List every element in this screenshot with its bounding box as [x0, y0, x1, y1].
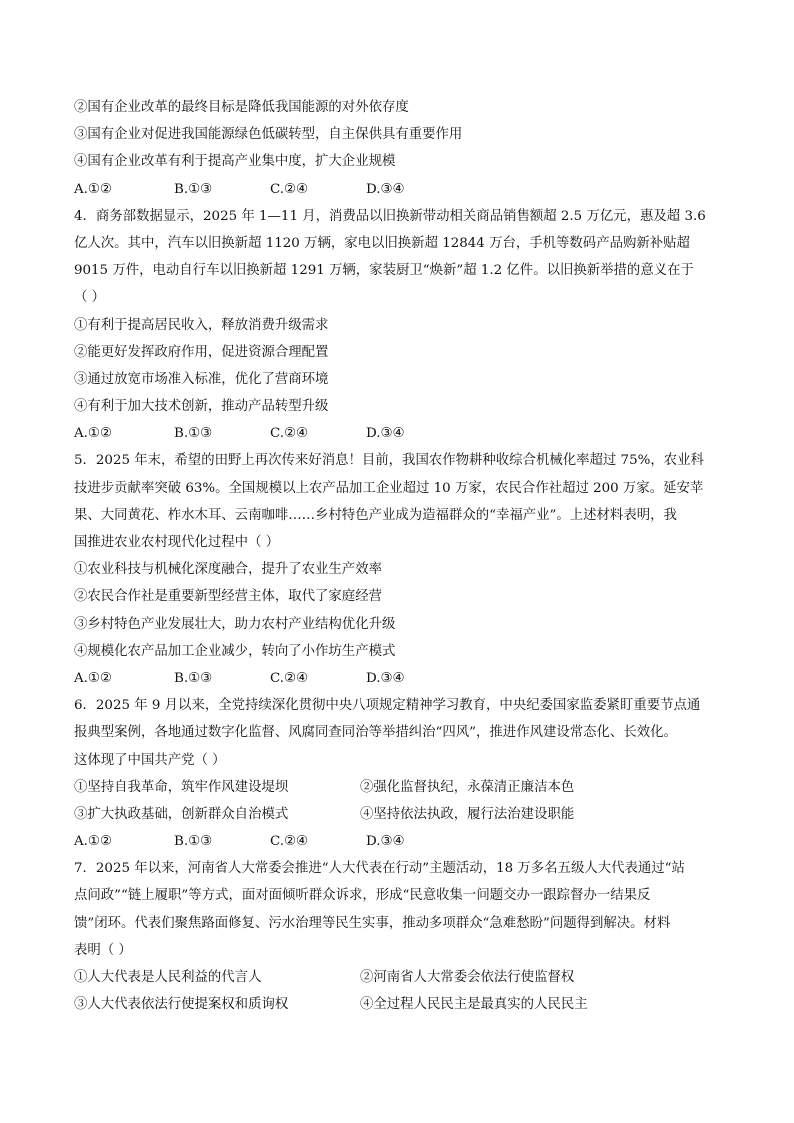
question-6 [74, 692, 724, 855]
question-5-item-2: ②农民合作社是重要新型经营主体，取代了家庭经营 [74, 589, 382, 605]
option-a[interactable]: A.①② [74, 670, 112, 686]
question-7-item-1: ①人大代表是人民利益的代言人 [74, 970, 262, 985]
question-6-stem-line: 这体现了中国共产党（ ） [74, 752, 226, 768]
option-c[interactable]: C.②④ [270, 426, 309, 442]
question-7-items-row [74, 964, 724, 991]
question-5 [74, 447, 724, 692]
question-5-item-3: ③乡村特色产业发展壮大，助力农村产业结构优化升级 [74, 616, 396, 632]
question-7-items-row [74, 991, 724, 1018]
question-6-item-3: ③扩大执政基础，创新群众自治模式 [74, 806, 289, 822]
question-6-options [74, 828, 724, 855]
question-5-item-4: ④规模化农产品加工企业减少，转向了小作坊生产模式 [74, 643, 396, 659]
question-5-stem-line: 国推进农业农村现代化过程中（ ） [74, 535, 280, 550]
option-b[interactable]: B.①③ [174, 426, 213, 442]
question-4-item-4: ④有利于加大技术创新，推动产品转型升级 [74, 399, 329, 415]
option-d[interactable]: D.③④ [366, 834, 405, 850]
question-4-item-3: ③通过放宽市场准入标准，优化了营商环境 [74, 371, 329, 387]
question-6-items-row [74, 774, 724, 801]
question-5-stem-line: 5．2025 年末，希望的田野上再次传来好消息！目前，我国农作物耕种收综合机械化率超过 75%，农业科 [74, 453, 704, 469]
question-4-item-1: ①有利于提高居民收入，释放消费升级需求 [74, 317, 329, 333]
question-3 [74, 94, 724, 203]
question-7-item-2: ②河南省人大常委会依法行使监督权 [360, 970, 575, 985]
question-7-stem-line: 表明（ ） [74, 942, 132, 958]
question-6-stem-line: 6．2025 年 9 月以来，全党持续深化贯彻中央八项规定精神学习教育，中央纪委国家监委紧盯重要节点通 [74, 698, 701, 714]
option-c[interactable]: C.②④ [270, 181, 309, 197]
question-6-stem-line: 报典型案例，各地通过数字化监督、风腐同查同治等举措纠治“四风”，推进作风建设常态化、长效化。 [74, 725, 677, 741]
question-3-item-2: ②国有企业改革的最终目标是降低我国能源的对外依存度 [74, 100, 409, 115]
question-4-stem-line: （ ） [74, 290, 106, 306]
question-4-item-2: ②能更好发挥政府作用，促进资源合理配置 [74, 344, 329, 360]
option-d[interactable]: D.③④ [366, 670, 405, 686]
question-4-options [74, 420, 724, 447]
question-7-item-3: ③人大代表依法行使提案权和质询权 [74, 997, 289, 1013]
question-7-stem-line: 馈”闭环。代表们聚焦路面修复、污水治理等民生实事，推动多项群众“急难愁盼”问题得到解决。材料 [74, 915, 671, 931]
exam-page [74, 94, 724, 1018]
option-c[interactable]: C.②④ [270, 834, 309, 850]
question-4 [74, 203, 724, 448]
question-4-stem-line: 4．商务部数据显示，2025 年 1—11 月，消费品以旧换新带动相关商品销售额超 2.5 万亿元，惠及超 3.6 [74, 208, 706, 224]
question-3-item-3: ③国有企业对促进我国能源绿色低碳转型，自主保供具有重要作用 [74, 127, 463, 143]
question-5-stem-line: 技进步贡献率突破 63%。全国规模以上农产品加工企业超过 10 万家，农民合作社超过 200 万家。延安苹 [74, 480, 704, 496]
question-5-stem-line: 果、大同黄花、柞水木耳、云南咖啡……乡村特色产业成为造福群众的“幸福产业”。上述材料表明，我 [74, 507, 677, 523]
option-b[interactable]: B.①③ [174, 670, 213, 686]
question-3-item-4: ④国有企业改革有利于提高产业集中度，扩大企业规模 [74, 154, 396, 170]
option-c[interactable]: C.②④ [270, 670, 309, 686]
question-4-stem-line: 亿人次。其中，汽车以旧换新超 1120 万辆，家电以旧换新超 12844 万台，手机等数码产品购新补贴超 [74, 235, 690, 251]
option-a[interactable]: A.①② [74, 834, 112, 850]
question-7-stem-line: 7．2025 年以来，河南省人大常委会推进“人大代表在行动”主题活动，18 万多名五级人大代表通过“站 [74, 861, 685, 877]
question-5-item-1: ①农业科技与机械化深度融合，提升了农业生产效率 [74, 562, 382, 578]
question-7 [74, 855, 724, 1018]
option-b[interactable]: B.①③ [174, 834, 213, 850]
question-6-items-row [74, 801, 724, 828]
option-b[interactable]: B.①③ [174, 181, 213, 197]
question-6-item-2: ②强化监督执纪，永葆清正廉洁本色 [360, 779, 575, 795]
option-a[interactable]: A.①② [74, 181, 112, 197]
question-7-item-4: ④全过程人民民主是最真实的人民民主 [360, 997, 588, 1013]
question-3-options [74, 176, 724, 203]
question-5-options [74, 665, 724, 692]
question-4-stem-line: 9015 万件，电动自行车以旧换新超 1291 万辆，家装厨卫“焕新”超 1.2 亿件。以旧换新举措的意义在于 [74, 263, 694, 279]
option-d[interactable]: D.③④ [366, 426, 405, 442]
option-a[interactable]: A.①② [74, 426, 112, 442]
question-6-item-4: ④坚持依法执政，履行法治建设职能 [360, 806, 575, 822]
option-d[interactable]: D.③④ [366, 181, 405, 197]
question-7-stem-line: 点问政”“链上履职”等方式，面对面倾听群众诉求，形成“民意收集一问题交办一跟踪督办一结果反 [74, 888, 651, 904]
question-6-item-1: ①坚持自我革命，筑牢作风建设堤坝 [74, 779, 289, 795]
